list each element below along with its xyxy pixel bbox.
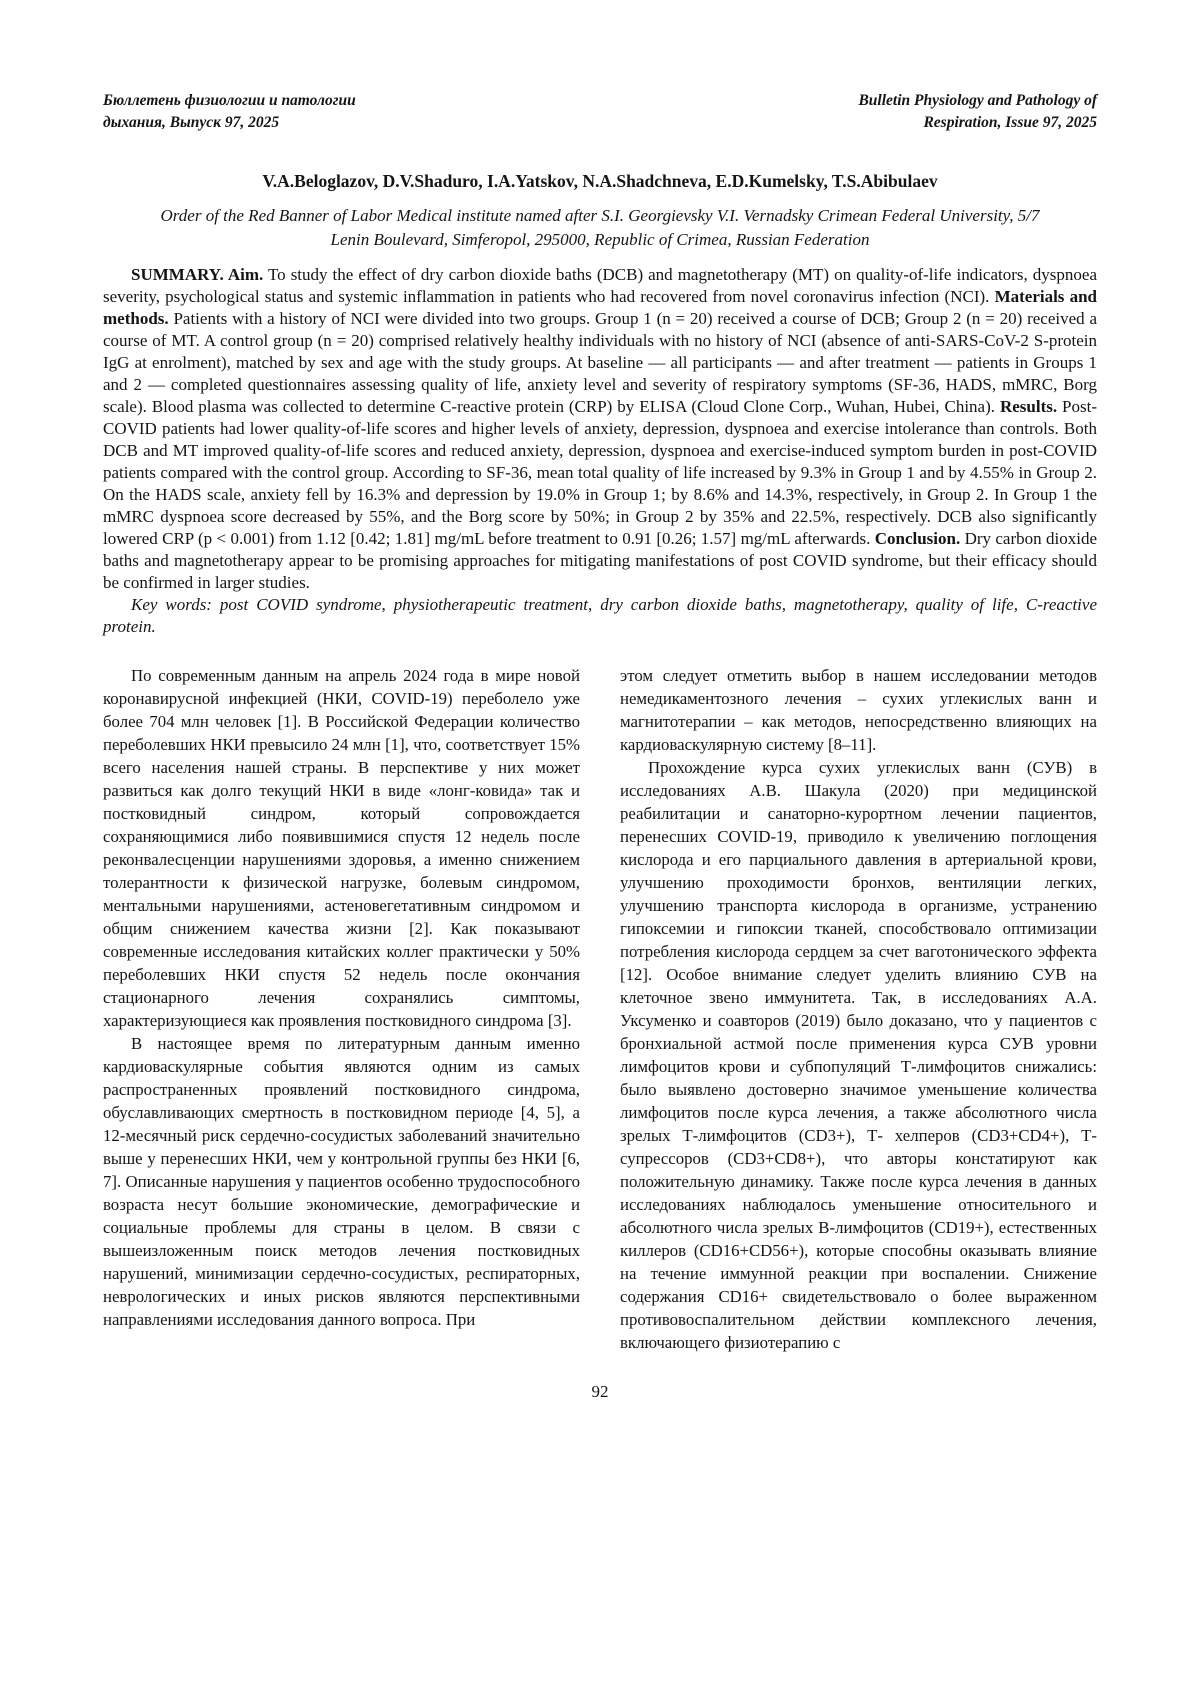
journal-header: [103, 90, 1097, 133]
abstract-summary-aim-label: SUMMARY. Aim.: [131, 264, 264, 284]
abstract-conclusion-label: Conclusion.: [874, 528, 961, 548]
abstract-methods-label: Materials and methods.: [103, 286, 1097, 328]
left-column-paragraph-2: В настоящее время по литературным данным именно кардиоваскулярные события являются одним из самых распространенных проявлений постковидного синдрома, обуславливающих смертность в постковидном периоде [4, 5], а 12-месячный риск сердечно-сосудистых заболеваний значительно выше у перенесших НКИ, чем у контрольной группы без НКИ [6, 7]. Описанные нарушения у пациентов особенно трудоспособного возраста несут большие экономические, демографические и социальные проблемы для страны в целом. В связи с вышеизложенным поиск методов лечения постковидных нарушений, минимизации сердечно-сосудистых, респираторных, неврологических и иных рисков являются перспективными направлениями исследования данного вопроса. При: [103, 1033, 580, 1329]
abstract-results-label: Results.: [999, 396, 1058, 416]
abstract-conclusion-text: Dry carbon dioxide baths and magnetotherapy appear to be promising approaches for mitigating manifestations of post COVID syndrome, but their efficacy should be confirmed in larger studies.: [103, 528, 1097, 592]
abstract-aim-text: To study the effect of dry carbon dioxide baths (DCB) and magnetotherapy (MT) on quality-of-life indicators, dyspnoea severity, psychological status and systemic inflammation in patients who had recovered from novel coronavirus infection (NCI).: [103, 264, 1098, 306]
left-column-paragraph-1: По современным данным на апрель 2024 года в мире новой коронавирусной инфекцией (НКИ, COVID-19) переболело уже более 704 млн человек [1]. В Российской Федерации количество переболевших НКИ превысило 24 млн [1], что, соответствует 15% всего населения нашей страны. В перспективе у них может развиться как долго текущий НКИ в виде «лонг-ковида» так и постковидный синдром, который сопровождается сохраняющимися либо появившимися спустя 12 недель после реконвалесценции нарушениями здоровья, а именно снижением толерантности к физической нагрузке, болевым синдромом, ментальными нарушениями, астеновегетативным синдромом и общим снижением качества жизни [2]. Как показывают современные исследования китайских коллег практически у 50% переболевших НКИ спустя 52 недель после окончания стационарного лечения сохранялись симптомы, характеризующиеся как проявления постковидного синдрома [3].: [103, 665, 580, 1030]
left-column: [103, 664, 580, 1354]
keywords-line: Key words: post COVID syndrome, physiotherapeutic treatment, dry carbon dioxide baths, magnetotherapy, quality of life, C-reactive protein.: [103, 594, 1097, 636]
abstract-results-text: Post-COVID patients had lower quality-of-life scores and higher levels of anxiety, depression, dyspnoea and exercise intolerance than controls. Both DCB and MT improved quality-of-life scores and reduced anxiety, depression, dyspnoea and exercise-induced symptom burden in post-COVID patients compared with the control group. According to SF-36, mean total quality of life increased by 9.3% in Group 1 and by 4.55% in Group 2. On the HADS scale, anxiety fell by 16.3% and depression by 19.0% in Group 1; by 8.6% and 14.3%, respectively, in Group 2. In Group 1 the mMRC dyspnoea score decreased by 55%, and the Borg score by 50%; in Group 2 by 35% and 22.5%, respectively. DCB also significantly lowered CRP (p < 0.001) from 1.12 [0.42; 1.81] mg/mL before treatment to 0.91 [0.26; 1.57] mg/mL afterwards.: [103, 396, 1097, 548]
journal-title-ru-line1: Бюллетень физиологии и патологии: [103, 92, 356, 109]
journal-title-ru-line2: дыхания, Выпуск 97, 2025: [103, 113, 280, 131]
right-column-paragraph-2: Прохождение курса сухих углекислых ванн (СУВ) в исследованиях А.В. Шакула (2020) при медицинской реабилитации и санаторно-курортном лечении пациентов, перенесших COVID-19, приводило к увеличению поглощения кислорода и его парциального давления в артериальной крови, улучшению проходимости бронхов, вентиляции легких, улучшению транспорта кислорода в организме, устранению гипоксемии и гипоксии тканей, способствовало оптимизации потребления кислорода сердцем за счет ваготонического эффекта [12]. Особое внимание следует уделить влиянию СУВ на клеточное звено иммунитета. Так, в исследованиях А.А. Уксуменко и соавторов (2019) было доказано, что у пациентов с бронхиальной астмой после применения курса СУВ уровни лимфоцитов крови и субпопуляций Т-лимфоцитов снижались: было выявлено достоверно значимое уменьшение количества лимфоцитов после курса лечения, а также абсолютного числа зрелых Т-лимфоцитов (CD3+), Т- хелперов (CD3+CD4+), Т-супрессоров (CD3+CD8+), что авторы констатируют как положительную динамику. Также после курса лечения в данных исследованиях наблюдалось уменьшение относительного и абсолютного числа зрелых В-лимфоцитов (CD19+), естественных киллеров (CD16+CD56+), которые способны оказывать влияние на течение иммунной реакции при воспалении. Снижение содержания CD16+ свидетельствовало о более выраженном противовоспалительном действии комплексного лечения, включающего физиотерапию с: [620, 757, 1097, 1352]
journal-title-en: [858, 90, 1097, 133]
journal-title-en-line2: Respiration, Issue 97, 2025: [923, 113, 1097, 131]
right-column-paragraph-1: этом следует отметить выбор в нашем исследовании методов немедикаментозного лечения – сухих углекислых ванн и магнитотерапии – как методов, непосредственно влияющих на кардиоваскулярную систему [8–11].: [620, 665, 1097, 754]
journal-title-ru: [103, 90, 356, 133]
page-number: 92: [591, 1381, 609, 1401]
right-column: [620, 664, 1097, 1354]
journal-title-en-line1: Bulletin Physiology and Pathology of: [858, 92, 1097, 109]
abstract-paragraph: [103, 264, 1097, 594]
article-body-columns: [103, 664, 1097, 1354]
affiliation: Order of the Red Banner of Labor Medical institute named after S.I. Georgievsky V.I. Vernadsky Crimean Federal University, 5/7 Lenin Boulevard, Simferopol, 295000, Republic of Crimea, Russian Federation: [160, 206, 1040, 250]
authors-line: V.A.Beloglazov, D.V.Shaduro, I.A.Yatskov, N.A.Shadchneva, E.D.Kumelsky, T.S.Abibulaev: [262, 171, 938, 192]
abstract-methods-text: Patients with a history of NCI were divided into two groups. Group 1 (n = 20) received a course of DCB; Group 2 (n = 20) received a course of MT. A control group (n = 20) comprised relatively healthy individuals with no history of NCI (absence of anti-SARS-CoV-2 S-protein IgG at enrolment), matched by sex and age with the study groups. At baseline — all participants — and after treatment — patients in Groups 1 and 2 — completed questionnaires assessing quality of life, anxiety level and severity of respiratory symptoms (SF-36, HADS, mMRC, Borg scale). Blood plasma was collected to determine C-reactive protein (CRP) by ELISA (Cloud Clone Corp., Wuhan, Hubei, China).: [103, 308, 1097, 416]
